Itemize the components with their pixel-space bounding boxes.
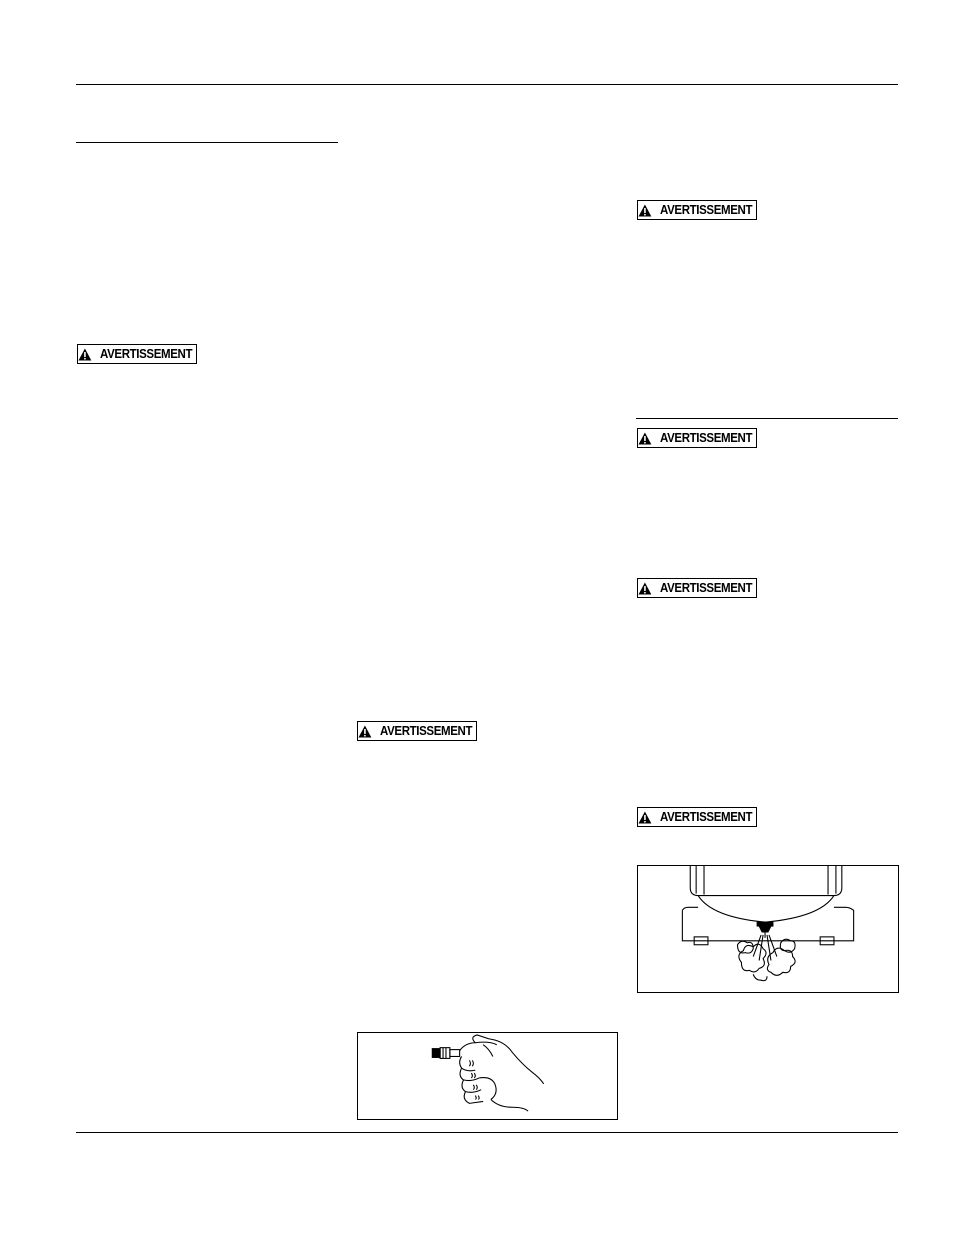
hand-holding-fitting-icon: [358, 1033, 617, 1119]
tank-drain-illustration: [637, 865, 899, 993]
warning-badge: [637, 200, 757, 220]
warning-label: AVERTISSEMENT: [659, 581, 752, 595]
section-heading-underline: [76, 142, 338, 143]
hand-coupler-illustration: [357, 1032, 618, 1120]
warning-label: AVERTISSEMENT: [99, 347, 192, 361]
warning-triangle-icon: [358, 725, 372, 738]
right-column-divider: [636, 418, 898, 419]
warning-triangle-icon: [78, 348, 92, 361]
warning-triangle-icon: [638, 432, 652, 445]
warning-badge: [77, 344, 197, 364]
warning-badge: [637, 807, 757, 827]
warning-label: AVERTISSEMENT: [379, 724, 472, 738]
warning-badge: [637, 578, 757, 598]
warning-triangle-icon: [638, 582, 652, 595]
warning-label: AVERTISSEMENT: [659, 810, 752, 824]
footer-rule: [76, 1132, 898, 1133]
warning-badge: [637, 428, 757, 448]
warning-triangle-icon: [638, 811, 652, 824]
warning-label: AVERTISSEMENT: [659, 203, 752, 217]
header-rule: [76, 84, 898, 85]
warning-badge: [357, 721, 477, 741]
air-tank-drain-icon: [638, 866, 898, 992]
warning-triangle-icon: [638, 204, 652, 217]
warning-label: AVERTISSEMENT: [659, 431, 752, 445]
